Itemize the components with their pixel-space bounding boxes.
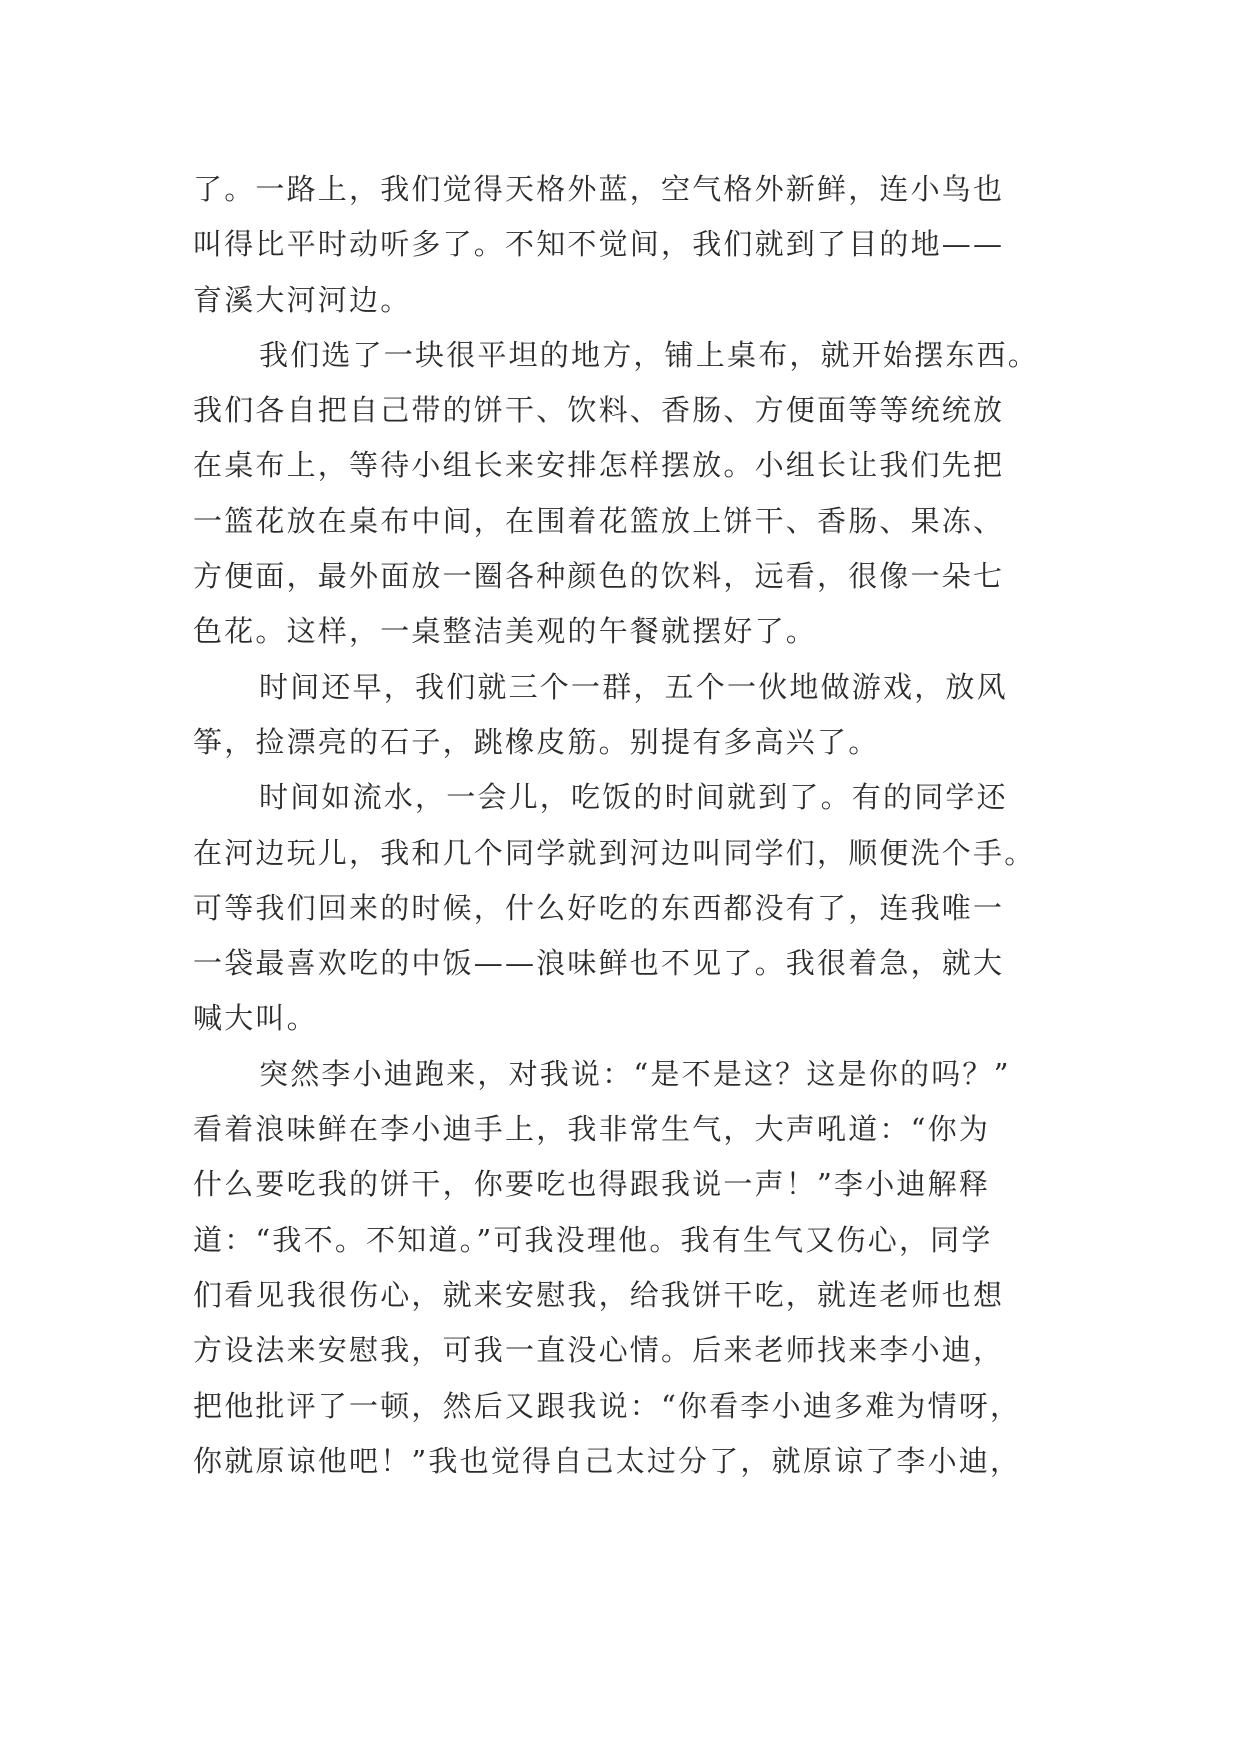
text-line: 叫得比平时动听多了。不知不觉间，我们就到了目的地——	[193, 227, 1005, 262]
paragraph-first-line: 时间还早，我们就三个一群，五个一伙地做游戏，放风	[259, 669, 1008, 704]
document-body	[193, 162, 1063, 1489]
text-line: 了。一路上，我们觉得天格外蓝，空气格外新鲜，连小鸟也	[193, 172, 1005, 206]
text-line: 你就原谅他吧！”我也觉得自己太过分了，就原谅了李小迪，	[193, 1443, 1022, 1478]
text-line: 一篮花放在桌布中间，在围着花篮放上饼干、香肠、果冻、	[193, 503, 1005, 538]
text-line: 一袋最喜欢吃的中饭——浪味鲜也不见了。我很着急，就大	[193, 946, 1005, 981]
text-line: 道：“我不。不知道。”可我没理他。我有生气又伤心，同学	[193, 1222, 993, 1257]
text-line: 们看见我很伤心，就来安慰我，给我饼干吃，就连老师也想	[193, 1277, 1005, 1312]
paragraph-first-line: 我们选了一块很平坦的地方，铺上桌布，就开始摆东西。	[259, 337, 1040, 372]
text-line: 把他批评了一顿，然后又跟我说：“你看李小迪多难为情呀，	[193, 1388, 1022, 1423]
text-line: 育溪大河河边。	[193, 282, 412, 317]
text-line: 什么要吃我的饼干，你要吃也得跟我说一声！”李小迪解释	[193, 1167, 991, 1202]
text-line: 色花。这样，一桌整洁美观的午餐就摆好了。	[193, 614, 818, 649]
text-line: 在河边玩儿，我和几个同学就到河边叫同学们，顺便洗个手。	[193, 835, 1036, 870]
paragraph-first-line: 突然李小迪跑来，对我说：“是不是这？这是你的吗？”	[259, 1056, 1011, 1091]
text-line: 可等我们回来的时候，什么好吃的东西都没有了，连我唯一	[193, 890, 1005, 925]
text-line: 我们各自把自己带的饼干、饮料、香肠、方便面等等统统放	[193, 393, 1005, 428]
text-line: 方设法来安慰我，可我一直没心情。后来老师找来李小迪，	[193, 1333, 1005, 1368]
text-line: 喊大叫。	[193, 1001, 318, 1036]
text-line: 筝，捡漂亮的石子，跳橡皮筋。别提有多高兴了。	[193, 724, 880, 759]
text-line: 在桌布上，等待小组长来安排怎样摆放。小组长让我们先把	[193, 448, 1005, 483]
paragraph-first-line: 时间如流水，一会儿，吃饭的时间就到了。有的同学还	[259, 780, 1008, 815]
text-line: 方便面，最外面放一圈各种颜色的饮料，远看，很像一朵七	[193, 559, 1005, 594]
text-line: 看着浪味鲜在李小迪手上，我非常生气，大声吼道：“你为	[193, 1112, 991, 1147]
